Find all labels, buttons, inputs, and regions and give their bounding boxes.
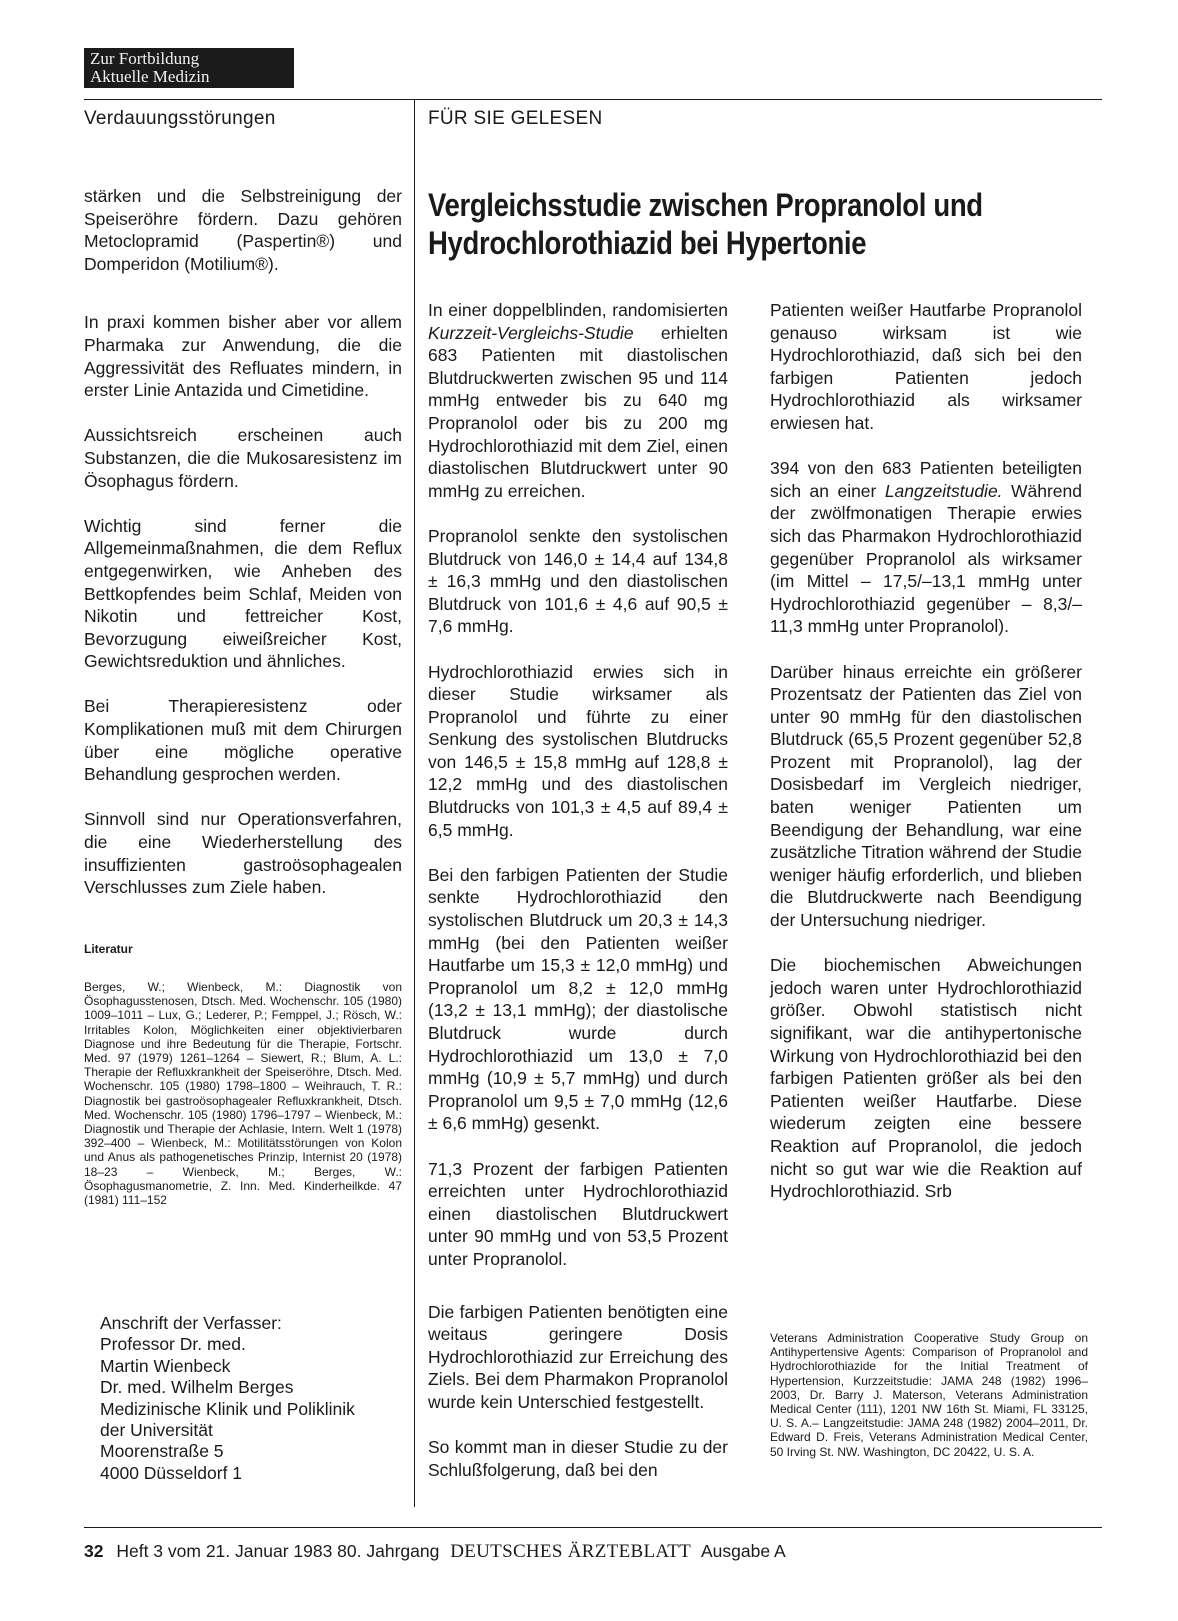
right-column <box>770 299 1082 1225</box>
address-line: Medizinische Klinik und Poliklinik <box>100 1398 355 1419</box>
left-paragraph: Wichtig sind ferner die Allgemeinmaßnahmen, die dem Reflux entgegenwirken, wie Anheben des Bettkopfendes beim Schlaf, Meiden von Nikotin und fettreicher Kost, Bevorzugung eiweißreicher Kost, Gewichtsreduktion und ähnliches. <box>84 515 402 672</box>
article-title-line1: Vergleichsstudie zwischen Propranolol und <box>428 187 983 223</box>
left-paragraph: Sinnvoll sind nur Operationsverfahren, die eine Wiederherstellung des insuffizienten gastroösophagealen Verschlusses zum Ziele haben. <box>84 809 402 898</box>
literature-heading: Literatur <box>84 942 133 956</box>
left-column <box>84 185 402 921</box>
literature-text: Berges, W.; Wienbeck, M.: Diagnostik von Ösophagusstenosen, Dtsch. Med. Wochenschr. 105 (1980) 1009–1011 – Lux, G.; Lederer, P.; Femppel, J.; Rösch, W.: Irritables Kolon, Möglichkeiten einer objektivierbaren Diagnose und ihre Bedeutung für die Therapie, Fortschr. Med. 97 (1979) 1261–1264 – Siewert, R.; Blum, A. L.: Therapie der Refluxkrankheit der Speiseröhre, Dtsch. Med. Wochenschr. 105 (1980) 1798–1800 – Weihrauch, T. R.: Diagnostik bei gastroösophagealer Refluxkrankheit, Dtsch. Med. Wochenschr. 105 (1980) 1796–1797 – Wienbeck, M.: Diagnostik und Therapie der Achlasie, Intern. Welt 1 (1978) 392–400 – Wienbeck, M.: Motilitätsstörungen von Kolon und Anus als pathogenetisches Prinzip, Internist 20 (1978) 18–23 – Wienbeck, M.; Berges, W.: Ösophagusmanometrie, Z. Inn. Med. Kinderheilkde. 47 (1981) 111–152 <box>84 980 402 1208</box>
rubric-left: Verdauungsstörungen <box>84 108 276 129</box>
right-paragraph: Die biochemischen Abweichungen jedoch waren unter Hydrochlorothiazid größer. Obwohl statistisch nicht signifikant, war die antihypertonische Wirkung von Hydrochlorothiazid bei den farbigen Patienten größer als bei den Patienten weißer Hautfarbe. Diese wiederum zeigten eine bessere Reaktion auf Propranolol, die jedoch nicht so gut war wie die Reaktion auf Hydrochlorothiazid. Srb <box>770 955 1082 1202</box>
study-reference: Veterans Administration Cooperative Study Group on Antihypertensive Agents: Comparison of Propranolol and Hydrochlorothiazide for the Initial Treatment of Hypertension, Kurzzeitstudie: JAMA 248 (1982) 1996–2003, Dr. Barry J. Materson, Veterans Administration Medical Center (111), 1201 NW 16th St. Miami, FL 33125, U. S. A.– Langzeitstudie: JAMA 248 (1982) 2004–2011, Dr. Edward D. Freis, Veterans Administration Medical Center, 50 Irving St. NW. Washington, DC 20422, U. S. A. <box>770 1331 1088 1459</box>
left-paragraph: In praxi kommen bisher aber vor allem Pharmaka zur Anwendung, die die Aggressivität des Refluates mindern, in erster Linie Antazida und Cimetidine. <box>84 312 402 401</box>
middle-paragraph: Bei den farbigen Patienten der Studie senkte Hydrochlorothiazid den systolischen Blutdruck um 20,3 ± 14,3 mmHg (bei den Patienten weißer Hautfarbe um 15,3 ± 12,0 mmHg) und Propranolol um 8,2 ± 12,0 mmHg (13,2 ± 13,1 mmHg); der diastolische Blutdruck wurde durch Hydrochlorothiazid um 13,0 ± 7,0 mmHg (10,9 ± 5,7 mmHg) und durch Propranolol um 9,5 ± 7,0 mmHg (12,6 ± 6,6 mmHg) gesenkt. <box>428 864 728 1134</box>
italic-term: Kurzzeit-Vergleichs-Studie <box>428 322 634 343</box>
right-paragraph-2 <box>770 457 1082 638</box>
middle-paragraph: Die farbigen Patienten benötigten eine weitaus geringere Dosis Hydrochlorothiazid zur Erreichung des Ziels. Bei dem Pharmakon Propranolol wurde kein Unterschied festgestellt. <box>428 1301 728 1412</box>
rubric-right: FÜR SIE GELESEN <box>428 108 603 129</box>
section-label-line1: Zur Fortbildung <box>90 49 200 68</box>
left-paragraph: Bei Therapieresistenz oder Komplikationen muß mit dem Chirurgen über eine mögliche operative Behandlung gesprochen werden. <box>84 696 402 785</box>
bottom-rule <box>84 1527 1102 1528</box>
address-line: Moorenstraße 5 <box>100 1441 224 1462</box>
column-divider <box>414 99 415 1507</box>
author-address <box>100 1313 400 1484</box>
middle-column <box>428 299 728 1504</box>
middle-paragraph: So kommt man in dieser Studie zu der Schlußfolgerung, daß bei den <box>428 1437 728 1480</box>
right-paragraph: Darüber hinaus erreichte ein größerer Prozentsatz der Patienten das Ziel von unter 90 mmHg für den diastolischen Blutdruck (65,5 Prozent gegenüber 52,8 Prozent mit Propranolol), lag der Dosisbedarf im Vergleich niedriger, baten weniger Patienten um Beendigung der Behandlung, war eine zusätzliche Titration während der Studie weniger häufig erforderlich, und blieben die Blutdruckwerte nach Beendigung der Untersuchung niedriger. <box>770 661 1082 931</box>
address-line: Dr. med. Wilhelm Berges <box>100 1377 294 1398</box>
middle-paragraph: Propranolol senkte den systolischen Blutdruck von 146,0 ± 14,4 auf 134,8 ± 16,3 mmHg und den diastolischen Blutdruck von 101,6 ± 4,6 auf 90,5 ± 7,6 mmHg. <box>428 525 728 637</box>
issue-info: Heft 3 vom 21. Januar 1983 80. Jahrgang <box>116 1541 440 1561</box>
left-paragraph: Aussichtsreich erscheinen auch Substanzen, die die Mukosaresistenz im Ösophagus fördern. <box>84 425 402 491</box>
address-line: Professor Dr. med. <box>100 1334 246 1355</box>
journal-name: DEUTSCHES ÄRZTEBLATT <box>450 1541 692 1562</box>
middle-paragraph-1 <box>428 299 728 502</box>
left-paragraph: stärken und die Selbstreinigung der Speiseröhre fördern. Dazu gehören Metoclopramid (Paspertin®) und Domperidon (Motilium®). <box>84 186 402 274</box>
article-title-line2: Hydrochlorothiazid bei Hypertonie <box>428 225 867 261</box>
address-line: 4000 Düsseldorf 1 <box>100 1462 243 1483</box>
page-number: 32 <box>84 1541 104 1561</box>
edition: Ausgabe A <box>700 1541 786 1561</box>
text-run: Während der zwölfmonatigen Therapie erwies sich das Pharmakon Hydrochlorothiazid gegenüber Propranolol als wirksamer (im Mittel – 17,5/–13,1 mmHg unter Hydrochlorothiazid gegenüber – 8,3/–11,3 mmHg unter Propranolol). <box>770 480 1082 637</box>
address-line: Martin Wienbeck <box>100 1355 231 1376</box>
address-line: der Universität <box>100 1420 213 1441</box>
text-run: 394 von den 683 Patienten beteiligten sich an einer <box>770 458 1082 501</box>
top-rule <box>84 99 1102 100</box>
article-title <box>428 186 1099 262</box>
middle-paragraph: Hydrochlorothiazid erwies sich in dieser Studie wirksamer als Propranolol und führte zu einer Senkung des systolischen Blutdrucks von 146,5 ± 15,8 mmHg auf 128,8 ± 12,2 mmHg und des diastolischen Blutdrucks von 101,3 ± 4,5 auf 89,4 ± 6,5 mmHg. <box>428 661 728 840</box>
page-footer <box>84 1541 786 1563</box>
text-run: erhielten 683 Patienten mit diastolischen Blutdruckwerten zwischen 95 und 114 mmHg entweder bis zu 640 mg Propranolol oder bis zu 200 mg Hydrochlorothiazid mit dem Ziel, einen diastolischen Blutdruckwert unter 90 mmHg zu erreichen. <box>428 322 728 501</box>
address-line: Anschrift der Verfasser: <box>100 1313 282 1333</box>
right-paragraph: Patienten weißer Hautfarbe Propranolol genauso wirksam ist wie Hydrochlorothiazid, daß sich bei den farbigen Patienten jedoch Hydrochlorothiazid als wirksamer erwiesen hat. <box>770 300 1082 433</box>
section-label <box>84 48 294 88</box>
middle-paragraph: 71,3 Prozent der farbigen Patienten erreichten unter Hydrochlorothiazid einen diastolischen Blutdruckwert unter 90 mmHg und von 53,5 Prozent unter Propranolol. <box>428 1158 728 1269</box>
text-run: In einer doppelblinden, randomisierten <box>428 300 728 320</box>
italic-term: Langzeitstudie. <box>884 480 1003 501</box>
section-label-line2: Aktuelle Medizin <box>90 67 210 86</box>
